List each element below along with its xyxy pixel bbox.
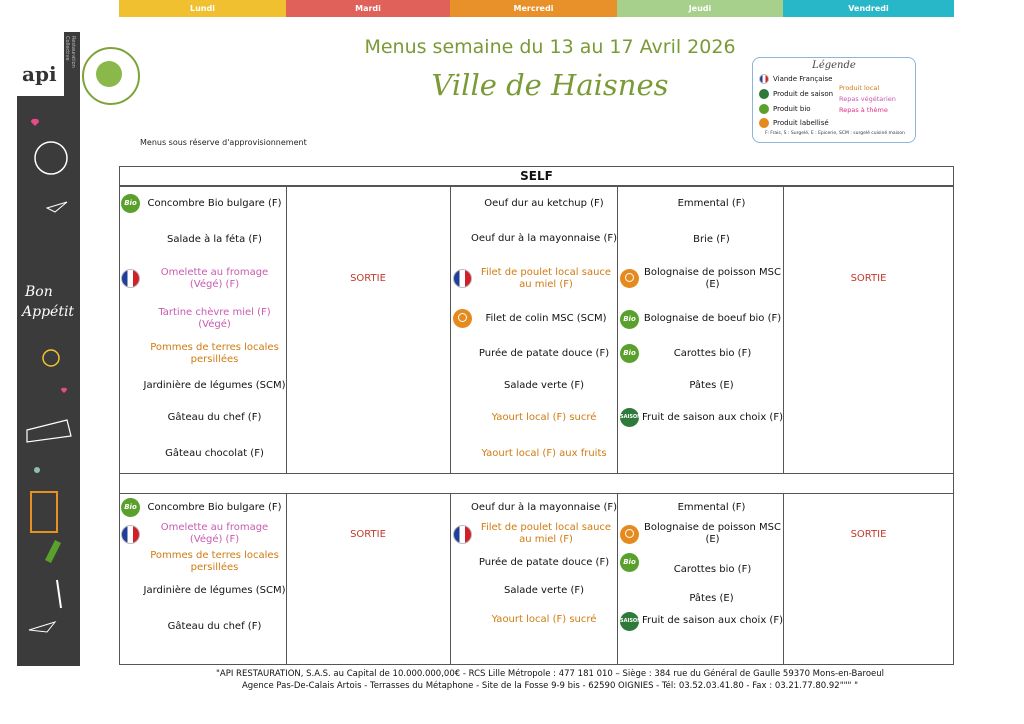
sortie-label: SORTIE	[350, 529, 386, 540]
menu-item: Oeuf dur à la mayonnaise (F)	[471, 233, 618, 244]
menu-item: Oeuf dur à la mayonnaise (F)	[471, 502, 618, 513]
cake-icon	[27, 420, 71, 442]
saison-icon: SAISON	[620, 408, 639, 427]
menu-title: Menus semaine du 13 au 17 Avril 2026	[364, 36, 736, 58]
menu-item: Filet de colin MSC (SCM)	[485, 313, 607, 324]
menu-item: Fruit de saison aux choix (F)	[642, 615, 783, 626]
legend-box	[752, 57, 916, 143]
api-logo: api	[22, 62, 57, 86]
menu-item: Brie (F)	[693, 234, 730, 245]
menu-item: Yaourt local (F) aux fruits	[481, 448, 607, 459]
bio-icon	[759, 104, 769, 114]
svg-text:Appétit: Appétit	[22, 304, 75, 320]
menu-item: Salade verte (F)	[503, 585, 585, 596]
section-self: SELF	[119, 166, 954, 186]
french-flag-icon	[759, 74, 769, 84]
menu-item: Emmental (F)	[677, 198, 746, 209]
menu-item: Pâtes (E)	[689, 593, 734, 604]
menu-item: Bolognaise de boeuf bio (F)	[643, 313, 782, 324]
legend-footnote: F: Frais, S : Surgelé, E : Epicerie, SCM : surgelé cuisiné maison	[765, 131, 905, 136]
menu-item: Purée de patate douce (F)	[478, 348, 610, 359]
footer-line-1: "API RESTAURATION, S.A.S. au Capital de 10.000.000,00€ - RCS Lille Métropole : 477 181 010 – Siège : 384 rue du Général de Gaulle 59370 Mons-en-Baroeul	[215, 669, 884, 679]
french-flag-icon	[121, 269, 140, 288]
menu-item: Filet de poulet local sauce au miel (F)	[480, 522, 612, 545]
week-separator	[119, 473, 954, 493]
menu-item: Pommes de terres locales persillées	[150, 342, 279, 365]
day-header-vendredi: Vendredi	[783, 0, 954, 17]
menu-item: Pâtes (E)	[689, 380, 734, 391]
bio-icon: Bio	[121, 498, 140, 517]
menu-item: Jardinière de légumes (SCM)	[143, 585, 286, 596]
company-footer	[160, 668, 940, 692]
menu-item: Bolognaise de poisson MSC (E)	[644, 522, 781, 545]
menu-item: Filet de poulet local sauce au miel (F)	[480, 267, 612, 290]
menu-item: Gâteau du chef (F)	[167, 412, 262, 423]
menu-item: Pommes de terres locales persillées	[150, 550, 279, 573]
legend-item-label: Produit labellisé	[759, 118, 829, 128]
bio-icon: Bio	[620, 553, 639, 572]
menu-item: Gâteau chocolat (F)	[165, 448, 264, 459]
paper-plane-icon	[47, 202, 67, 212]
lightbulb-icon	[43, 350, 59, 366]
seal-center	[96, 61, 122, 87]
chalkboard-illustrations	[17, 100, 80, 666]
day-header-mardi: Mardi	[286, 0, 450, 17]
menu-item: Omelette au fromage (Végé) (F)	[160, 522, 269, 545]
legend-vege: Repas végétarien	[839, 95, 896, 103]
menu-item: Emmental (F)	[677, 502, 746, 513]
sortie-label: SORTIE	[350, 273, 386, 284]
sortie-label: SORTIE	[850, 529, 887, 540]
french-flag-icon	[453, 269, 472, 288]
reserve-note: Menus sous réserve d'approvisionnement	[140, 138, 307, 147]
legend-item-saison: Produit de saison	[759, 89, 833, 99]
city-name: Ville de Haisnes	[431, 68, 669, 102]
pencil-icon	[57, 580, 61, 608]
menu-item: Carottes bio (F)	[673, 348, 752, 359]
menu-item: Omelette au fromage (Végé) (F)	[160, 267, 269, 290]
label-icon	[620, 269, 639, 288]
menu-item: Oeuf dur au ketchup (F)	[484, 198, 604, 209]
menu-item: Yaourt local (F) sucré	[491, 412, 597, 423]
day-header-mercredi: Mercredi	[450, 0, 617, 17]
french-flag-icon	[453, 525, 472, 544]
heart-icon	[31, 119, 39, 126]
day-header-lundi: Lundi	[119, 0, 286, 17]
french-flag-icon	[121, 525, 140, 544]
menu-item: Carottes bio (F)	[673, 564, 752, 575]
menu-item: Fruit de saison aux choix (F)	[642, 412, 783, 423]
flower-icon	[34, 467, 40, 473]
heart-icon	[61, 388, 67, 393]
legend-theme: Repas à thème	[839, 106, 888, 114]
menu-item: Yaourt local (F) sucré	[491, 614, 597, 625]
menu-item: Salade à la féta (F)	[167, 234, 262, 245]
menu-item: Purée de patate douce (F)	[478, 557, 610, 568]
label-icon	[453, 309, 472, 328]
saison-icon: SAISON	[620, 612, 639, 631]
menu-item: Gâteau du chef (F)	[167, 621, 262, 632]
footer-line-2: Agence Pas-De-Calais Artois - Terrasses du Métaphone - Site de la Fosse 9-9 bis - 62590 OIGNIES - Tél: 03.52.03.41.80 - Fax : 03.21.77.80.92""" "	[241, 681, 859, 691]
bio-icon: Bio	[620, 310, 639, 329]
day-header-jeudi: Jeudi	[617, 0, 783, 17]
pencil-icon	[45, 540, 61, 563]
paper-plane-icon	[29, 622, 55, 632]
menu-item: Concombre Bio bulgare (F)	[147, 502, 282, 513]
sortie-label: SORTIE	[850, 273, 887, 284]
legend-title: Légende	[812, 60, 856, 71]
label-icon	[759, 118, 769, 128]
bio-icon: Bio	[121, 194, 140, 213]
glass-icon	[31, 492, 57, 532]
menu-item: Jardinière de légumes (SCM)	[143, 380, 286, 391]
legend-item-bio: Produit bio	[759, 104, 811, 114]
legend-item-viande: Viande Française	[759, 74, 832, 84]
apple-icon	[35, 142, 67, 174]
menu-item: Tartine chèvre miel (F) (Végé)	[158, 307, 271, 330]
saison-icon	[759, 89, 769, 99]
menu-item: Concombre Bio bulgare (F)	[147, 198, 282, 209]
api-tagline: Restauration Collective	[64, 36, 76, 68]
menu-item: Bolognaise de poisson MSC (E)	[644, 267, 781, 290]
label-icon	[620, 525, 639, 544]
menu-item: Salade verte (F)	[503, 380, 585, 391]
bio-icon: Bio	[620, 344, 639, 363]
bon-appetit-text: Bon	[25, 284, 53, 300]
legend-local: Produit local	[839, 84, 880, 92]
